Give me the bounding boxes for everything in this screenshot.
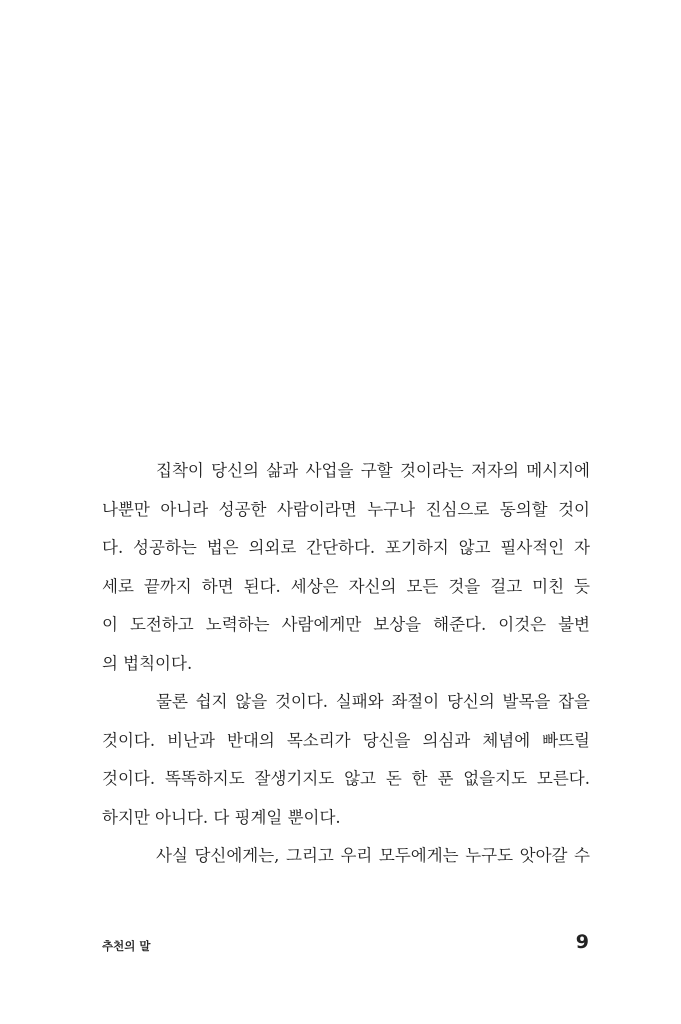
text-line: 것이다. 똑똑하지도 잘생기지도 않고 돈 한 푼 없을지도 모른다. (102, 769, 590, 788)
running-footer-title: 추천의 말 (102, 939, 151, 953)
text-line: 세로 끝까지 하면 된다. 세상은 자신의 모든 것을 걸고 미친 듯 (102, 576, 590, 596)
text-line: 하지만 아니다. 다 핑계일 뿐이다. (102, 807, 341, 827)
paragraph-2 (102, 683, 590, 837)
paragraph-3 (102, 837, 590, 876)
page-number: 9 (575, 931, 589, 953)
text-line: 물론 쉽지 않을 것이다. 실패와 좌절이 당신의 발목을 잡을 (156, 692, 590, 711)
paragraph-1 (102, 452, 590, 683)
body-text (102, 452, 590, 876)
text-line: 사실 당신에게는, 그리고 우리 모두에게는 누구도 앗아갈 수 (156, 846, 590, 865)
text-line: 것이다. 비난과 반대의 목소리가 당신을 의심과 체념에 빠뜨릴 (102, 730, 590, 750)
text-line: 나뿐만 아니라 성공한 사람이라면 누구나 진심으로 동의할 것이 (102, 499, 590, 519)
text-line: 다. 성공하는 법은 의외로 간단하다. 포기하지 않고 필사적인 자 (102, 538, 590, 557)
text-line: 의 법칙이다. (102, 653, 193, 673)
text-line: 집착이 당신의 삶과 사업을 구할 것이라는 저자의 메시지에 (156, 461, 590, 480)
text-line: 이 도전하고 노력하는 사람에게만 보상을 해준다. 이것은 불변 (102, 615, 590, 634)
